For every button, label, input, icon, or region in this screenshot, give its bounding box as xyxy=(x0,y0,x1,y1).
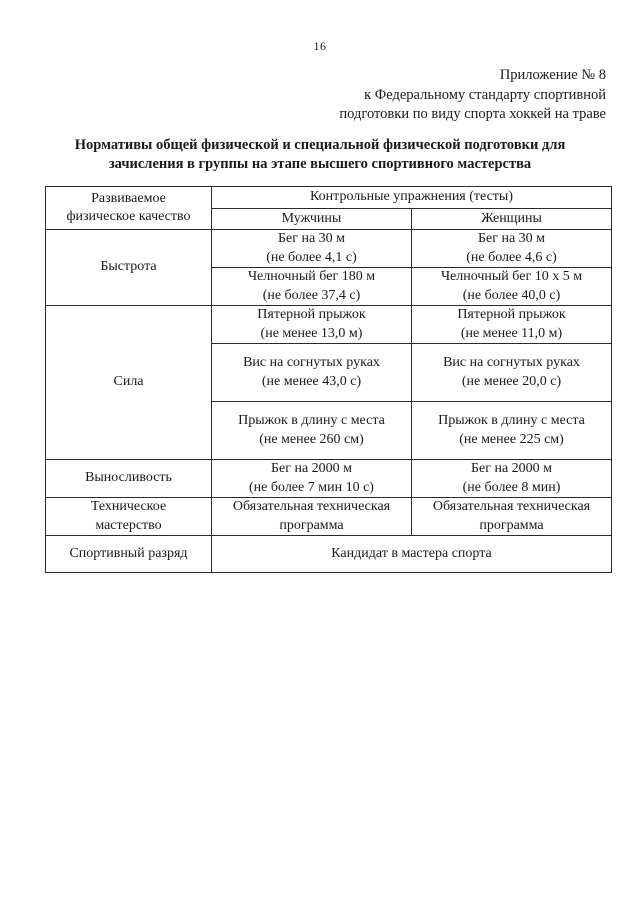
page-number: 16 xyxy=(313,39,327,53)
program-line: программа xyxy=(279,517,344,533)
header-tests-cell xyxy=(212,187,612,209)
header-women-label: Женщины xyxy=(481,210,542,226)
quality-label: Спортивный разряд xyxy=(69,545,188,561)
exercise-name: Бег на 2000 м xyxy=(270,461,353,476)
women-cell xyxy=(412,498,612,536)
women-cell xyxy=(412,230,612,268)
women-cell xyxy=(412,268,612,306)
header-men-cell xyxy=(212,209,412,230)
header-women-cell xyxy=(412,209,612,230)
men-cell xyxy=(212,268,412,306)
exercise-norm: (не более 4,6 с) xyxy=(466,249,557,265)
table-row xyxy=(46,498,612,536)
document-title xyxy=(30,136,610,174)
program-line: Обязательная техническая xyxy=(432,499,591,514)
quality-cell-endurance xyxy=(46,460,212,498)
program-line: Обязательная техническая xyxy=(232,499,391,514)
table-row xyxy=(46,536,612,573)
quality-label: Выносливость xyxy=(85,470,172,486)
quality-label: Техническое xyxy=(90,499,167,514)
quality-label: Сила xyxy=(113,374,144,390)
exercise-norm: (не более 8 мин) xyxy=(462,479,561,495)
header-quality-cell xyxy=(46,187,212,230)
appendix-line: Приложение № 8 xyxy=(499,67,606,83)
exercise-name: Бег на 30 м xyxy=(477,231,546,246)
quality-cell-rank xyxy=(46,536,212,573)
exercise-name: Челночный бег 180 м xyxy=(247,269,376,284)
women-cell xyxy=(412,402,612,460)
exercise-name: Прыжок в длину с места xyxy=(238,413,385,428)
women-cell xyxy=(412,460,612,498)
appendix-line: подготовки по виду спорта хоккей на траве xyxy=(339,106,606,122)
rank-cell xyxy=(212,536,612,573)
exercise-norm: (не менее 225 см) xyxy=(459,431,564,447)
title-line: зачисления в группы на этапе высшего спортивного мастерства xyxy=(108,156,532,172)
exercise-name: Вис на согнутых руках xyxy=(243,355,380,370)
table-row xyxy=(46,460,612,498)
exercise-norm: (не менее 13,0 м) xyxy=(260,325,363,341)
exercise-name: Пятерной прыжок xyxy=(257,307,366,322)
men-cell xyxy=(212,498,412,536)
header-men-label: Мужчины xyxy=(281,210,342,226)
quality-label: мастерство xyxy=(95,517,162,533)
exercise-name: Прыжок в длину с места xyxy=(438,413,585,428)
quality-cell-strength xyxy=(46,306,212,460)
exercise-name: Бег на 30 м xyxy=(277,231,346,246)
norms-table xyxy=(45,186,612,573)
title-line: Нормативы общей физической и специальной физической подготовки для xyxy=(74,137,566,153)
quality-cell-technique xyxy=(46,498,212,536)
header-quality-line: физическое качество xyxy=(66,209,191,224)
exercise-norm: (не менее 43,0 с) xyxy=(261,373,362,389)
appendix-header xyxy=(276,66,606,125)
quality-label: Быстрота xyxy=(100,259,157,275)
rank-value: Кандидат в мастера спорта xyxy=(331,545,492,561)
men-cell xyxy=(212,402,412,460)
exercise-name: Вис на согнутых руках xyxy=(443,355,580,370)
exercise-norm: (не менее 260 см) xyxy=(259,431,364,447)
exercise-norm: (не более 40,0 с) xyxy=(462,287,561,303)
exercise-name: Челночный бег 10 х 5 м xyxy=(440,269,583,284)
exercise-name: Пятерной прыжок xyxy=(457,307,566,322)
men-cell xyxy=(212,460,412,498)
men-cell xyxy=(212,344,412,402)
exercise-name: Бег на 2000 м xyxy=(470,461,553,476)
men-cell xyxy=(212,230,412,268)
women-cell xyxy=(412,306,612,344)
exercise-norm: (не более 4,1 с) xyxy=(266,249,357,265)
quality-cell-speed xyxy=(46,230,212,306)
header-tests-label: Контрольные упражнения (тесты) xyxy=(310,189,513,205)
women-cell xyxy=(412,344,612,402)
program-line: программа xyxy=(479,517,544,533)
exercise-norm: (не менее 11,0 м) xyxy=(460,325,563,341)
table-row xyxy=(46,306,612,344)
men-cell xyxy=(212,306,412,344)
exercise-norm: (не более 7 мин 10 с) xyxy=(249,479,374,495)
exercise-norm: (не более 37,4 с) xyxy=(262,287,361,303)
table-row xyxy=(46,230,612,268)
header-quality-line: Развиваемое xyxy=(91,190,166,206)
exercise-norm: (не менее 20,0 с) xyxy=(461,373,562,389)
table-header-row xyxy=(46,187,612,209)
appendix-line: к Федеральному стандарту спортивной xyxy=(364,86,606,103)
